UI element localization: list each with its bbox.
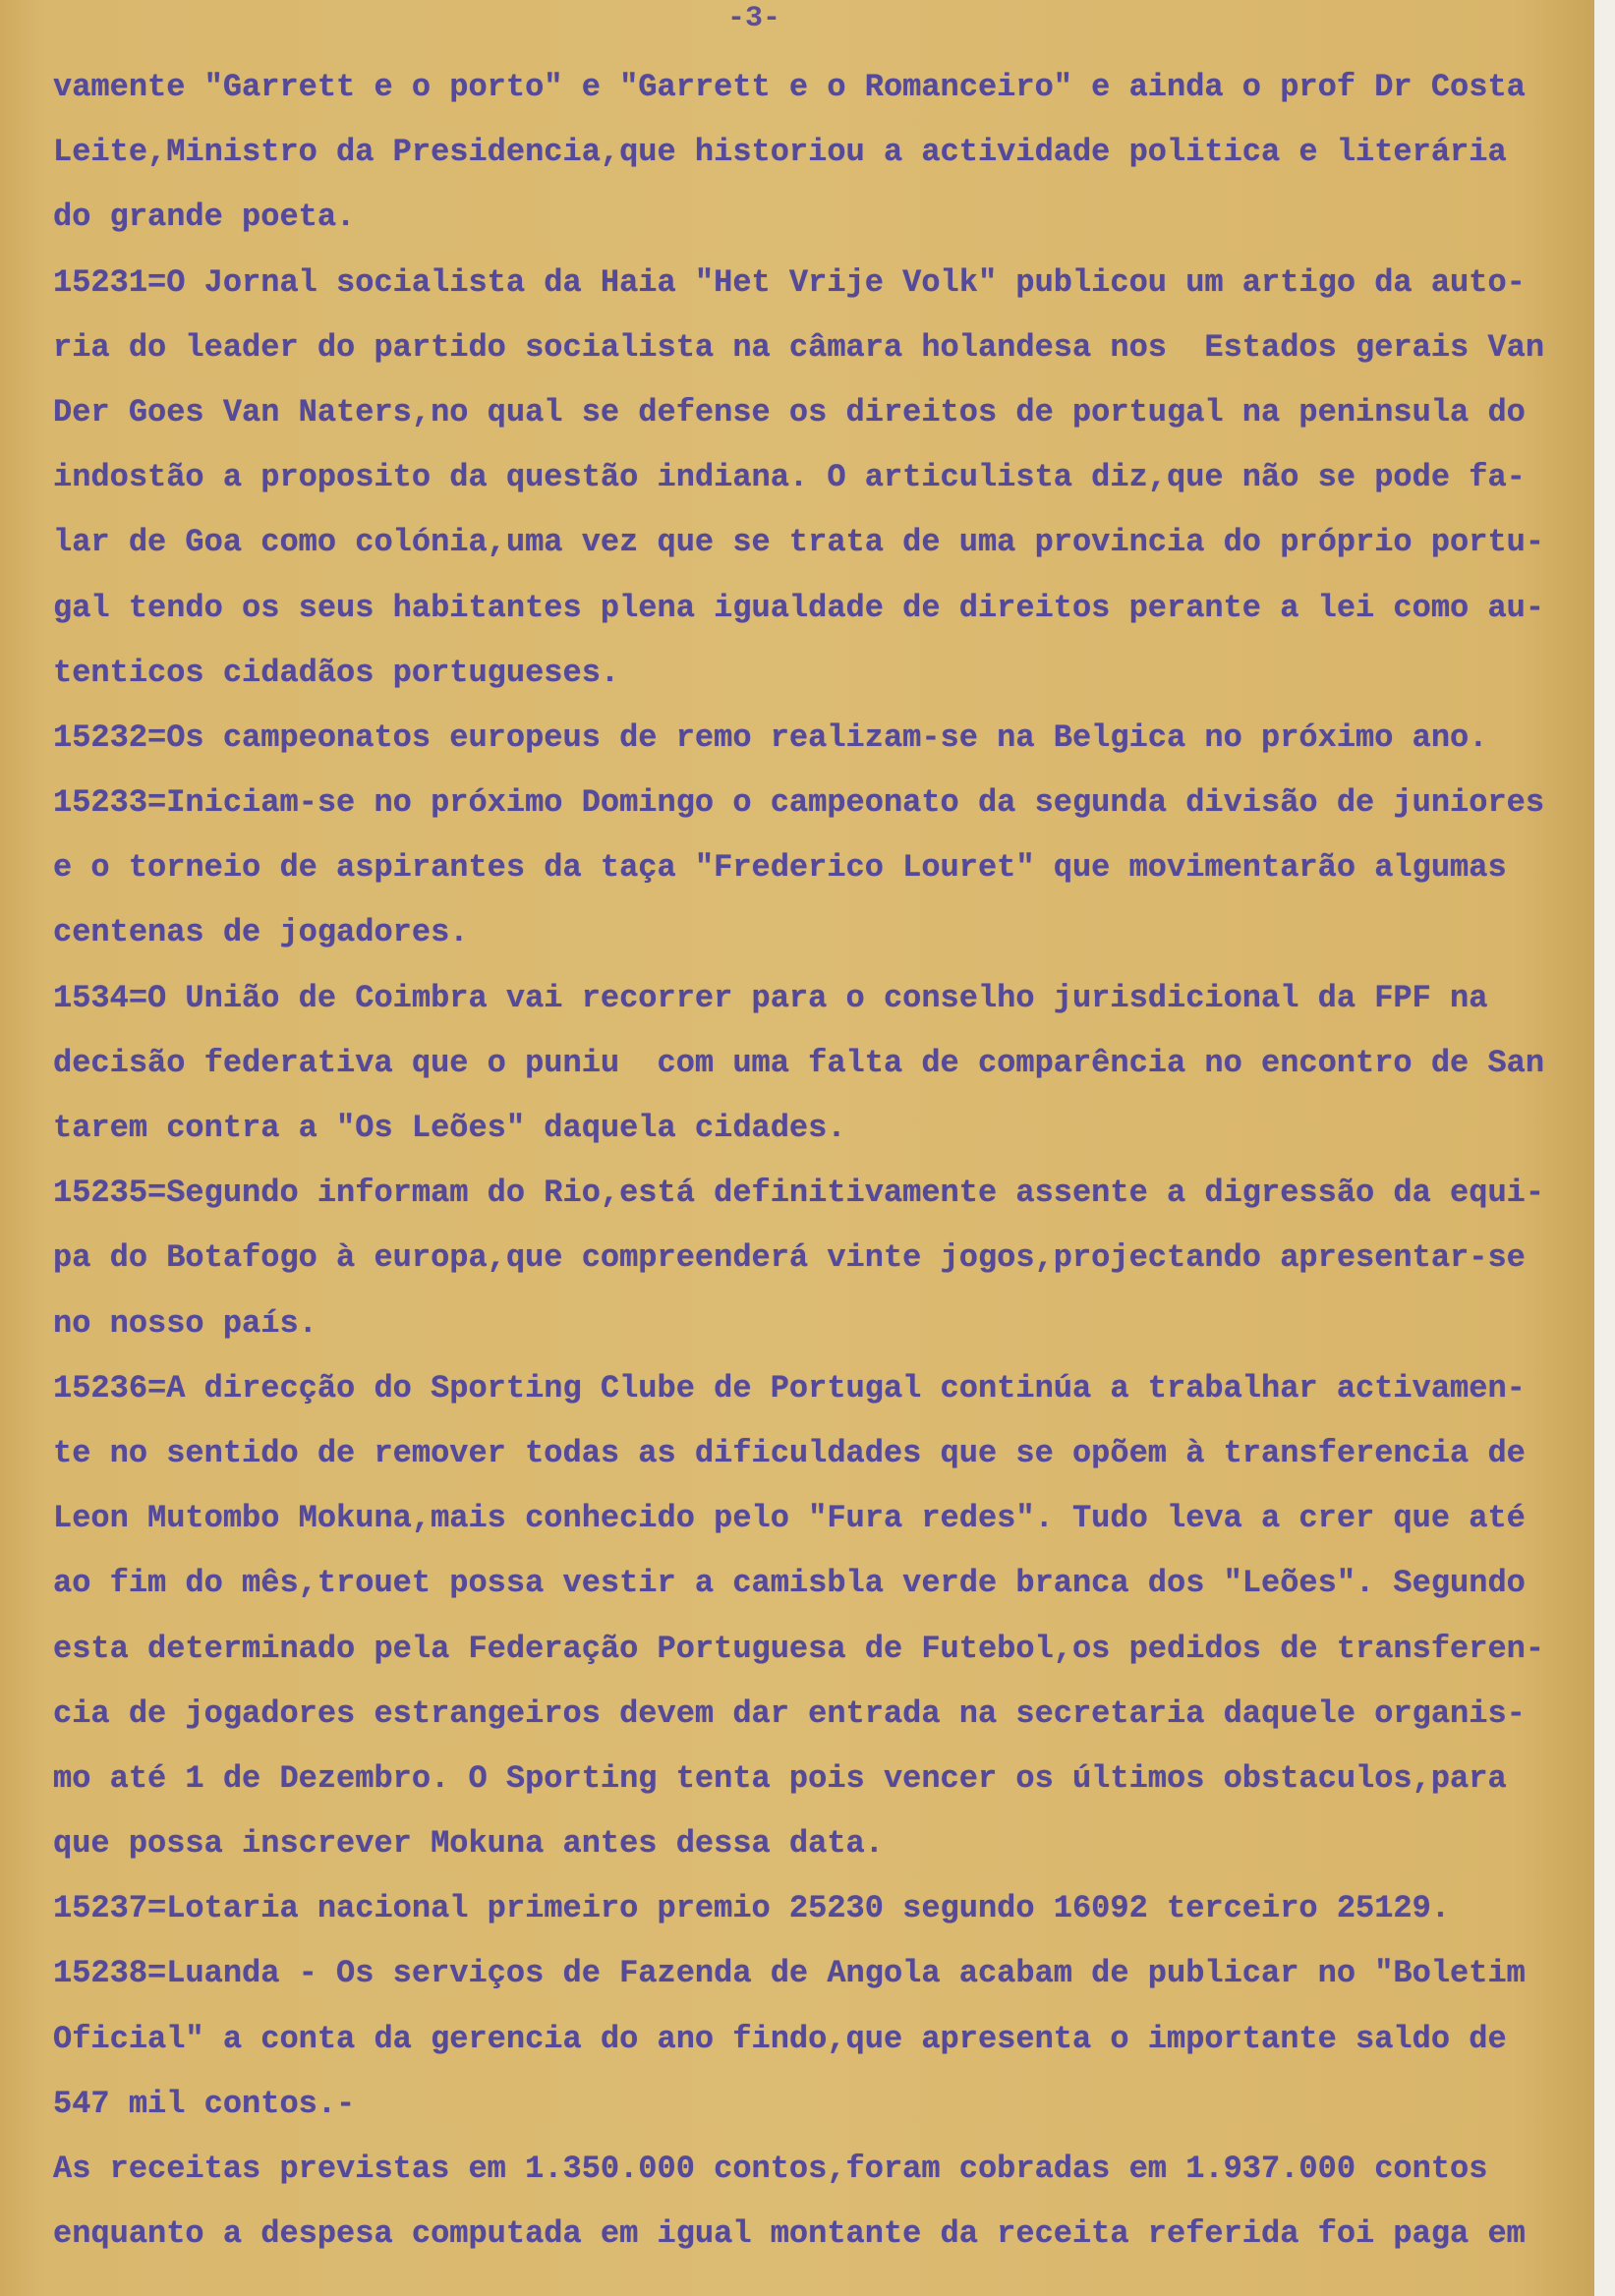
page-number: -3- bbox=[727, 2, 781, 35]
text-line: 15237=Lotaria nacional primeiro premio 25230 segundo 16092 terceiro 25129. bbox=[53, 1890, 1451, 1927]
text-line: Der Goes Van Naters,no qual se defense os direitos de portugal na peninsula do bbox=[53, 393, 1526, 430]
text-line: e o torneio de aspirantes da taça "Frederico Louret" que movimentarão algumas bbox=[53, 849, 1507, 887]
text-line: mo até 1 de Dezembro. O Sporting tenta pois vencer os últimos obstaculos,para bbox=[53, 1759, 1507, 1797]
text-line: 15231=O Jornal socialista da Haia "Het Vrije Volk" publicou um artigo da auto- bbox=[53, 263, 1526, 301]
text-line: 15232=Os campeonatos europeus de remo realizam-se na Belgica no próximo ano. bbox=[53, 718, 1488, 756]
text-line: no nosso país. bbox=[53, 1304, 317, 1342]
document-body bbox=[53, 55, 1591, 2267]
text-line: que possa inscrever Mokuna antes dessa data. bbox=[53, 1825, 884, 1863]
text-line: ria do leader do partido socialista na câmara holandesa nos Estados gerais Van bbox=[53, 328, 1545, 366]
text-line: enquanto a despesa computada em igual montante da receita referida foi paga em bbox=[53, 2215, 1526, 2253]
text-line: esta determinado pela Federação Portuguesa de Futebol,os pedidos de transferen- bbox=[53, 1630, 1545, 1667]
text-line: 15235=Segundo informam do Rio,está definitivamente assente a digressão da equi- bbox=[53, 1175, 1545, 1212]
text-line: vamente "Garrett e o porto" e "Garrett e o Romanceiro" e ainda o prof Dr Costa bbox=[53, 69, 1526, 105]
text-line: centenas de jogadores. bbox=[53, 914, 469, 951]
text-line: ao fim do mês,trouet possa vestir a camisbla verde branca dos "Leões". Segundo bbox=[53, 1565, 1526, 1602]
text-line: lar de Goa como colónia,uma vez que se trata de uma provincia do próprio portu- bbox=[53, 524, 1545, 561]
text-line: cia de jogadores estrangeiros devem dar entrada na secretaria daquele organis- bbox=[53, 1694, 1526, 1732]
text-line: te no sentido de remover todas as dificuldades que se opõem à transferencia de bbox=[53, 1434, 1526, 1471]
text-line: tenticos cidadãos portugueses. bbox=[53, 654, 620, 691]
text-line: 15238=Luanda - Os serviços de Fazenda de Angola acabam de publicar no "Boletim bbox=[53, 1955, 1526, 1992]
text-line: gal tendo os seus habitantes plena igualdade de direitos perante a lei como au- bbox=[53, 589, 1545, 626]
page-edge bbox=[1594, 0, 1615, 2296]
text-line: tarem contra a "Os Leões" daquela cidades. bbox=[53, 1110, 846, 1146]
text-line: Leon Mutombo Mokuna,mais conhecido pelo "Fura redes". Tudo leva a crer que até bbox=[53, 1500, 1526, 1537]
text-line: Oficial" a conta da gerencia do ano findo,que apresenta o importante saldo de bbox=[53, 2020, 1507, 2057]
text-line: do grande poeta. bbox=[53, 199, 356, 236]
text-line: As receitas previstas em 1.350.000 contos,foram cobradas em 1.937.000 contos bbox=[53, 2151, 1488, 2187]
text-line: 1534=O União de Coimbra vai recorrer para o conselho jurisdicional da FPF na bbox=[53, 979, 1488, 1016]
text-line: decisão federativa que o puniu com uma falta de comparência no encontro de San bbox=[53, 1044, 1545, 1081]
text-line: 547 mil contos.- bbox=[53, 2085, 356, 2122]
text-line: pa do Botafogo à europa,que compreenderá vinte jogos,projectando apresentar-se bbox=[53, 1239, 1526, 1277]
text-line: Leite,Ministro da Presidencia,que historiou a actividade politica e literária bbox=[53, 134, 1507, 171]
text-line: 15233=Iniciam-se no próximo Domingo o campeonato da segunda divisão de juniores bbox=[53, 784, 1545, 822]
text-line: indostão a proposito da questão indiana. O articulista diz,que não se pode fa- bbox=[53, 459, 1526, 496]
text-line: 15236=A direcção do Sporting Clube de Portugal continúa a trabalhar activamen- bbox=[53, 1369, 1526, 1406]
